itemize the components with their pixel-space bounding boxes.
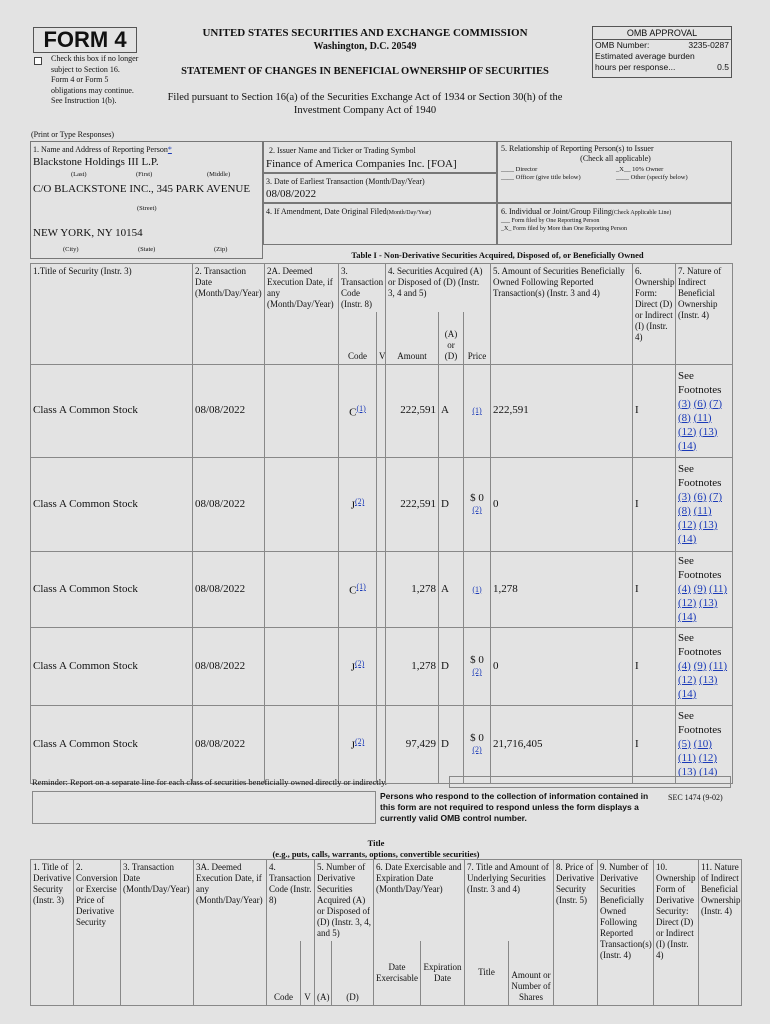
- print-note: (Print or Type Responses): [31, 130, 115, 139]
- footnote-link[interactable]: (8): [678, 505, 691, 517]
- code-footnote-link[interactable]: (1): [356, 403, 366, 413]
- t2-h3: 3. Transaction Date (Month/Day/Year): [121, 860, 194, 1006]
- t1-h3: 3. Transaction Code (Instr. 8): [339, 264, 386, 313]
- t1-price: Price: [464, 312, 491, 364]
- t2-h8: 8. Price of Derivative Security (Instr. 5): [554, 860, 598, 1006]
- other-option[interactable]: [616, 174, 688, 182]
- v-cell: [377, 705, 386, 783]
- t1-v: V: [377, 312, 386, 364]
- deemed-date: [265, 364, 339, 457]
- deemed-date: [265, 705, 339, 783]
- box1-label: 1. Name and Address of Reporting Person: [33, 145, 168, 154]
- table1-body: [31, 364, 733, 783]
- box4-amendment: [263, 203, 497, 245]
- transaction-code-cell: [339, 705, 377, 783]
- amount: 1,278: [386, 551, 439, 627]
- table2-subtitle: (e.g., puts, calls, warrants, options, convertible securities): [272, 849, 480, 859]
- table2: [30, 859, 742, 1006]
- deemed-date: [265, 457, 339, 551]
- box6-filing: [497, 203, 732, 245]
- footnote-link[interactable]: (11): [678, 752, 696, 764]
- filing-option-more[interactable]: _X_ Form filed by More than One Reporting Person: [501, 226, 627, 232]
- t1-h2: 2. Transaction Date (Month/Day/Year): [193, 264, 265, 365]
- v-cell: [377, 364, 386, 457]
- checkbox-note: Check this box if no longer subject to Section 16. Form 4 or Form 5 obligations may continue. See Instruction 1(b).: [51, 54, 139, 105]
- price-cell: [464, 364, 491, 457]
- other-label: Other (specify below): [630, 174, 688, 181]
- footnote-link[interactable]: (6): [693, 397, 707, 410]
- t1-h6: 6. Ownership Form: Direct (D) or Indirect (I) (Instr. 4): [633, 264, 676, 365]
- price-footnote-link[interactable]: (2): [472, 667, 482, 676]
- no-longer-subject-checkbox[interactable]: [34, 57, 42, 65]
- filing-option-one[interactable]: ___ Form filed by One Reporting Person: [501, 218, 600, 224]
- ownership-form: I: [633, 364, 676, 457]
- t2-h9: 9. Number of Derivative Securities Beneficially Owned Following Reported Transaction(s) (Instr. 4): [598, 860, 654, 1006]
- price-cell: [464, 705, 491, 783]
- box2-issuer: [263, 141, 497, 173]
- t1-code: Code: [339, 312, 377, 364]
- earliest-transaction-date: 08/08/2022: [266, 188, 317, 200]
- acquired-disposed: D: [439, 627, 464, 705]
- t1-amount: Amount: [386, 312, 439, 364]
- director-option[interactable]: [501, 166, 537, 174]
- footnote-link[interactable]: (10): [693, 738, 712, 750]
- footnote-link[interactable]: (6): [693, 491, 707, 503]
- box3-label: 3. Date of Earliest Transaction (Month/Day/Year): [266, 177, 425, 186]
- director-mark: ____: [501, 166, 514, 173]
- amount: 97,429: [386, 705, 439, 783]
- last-label: (Last): [71, 171, 87, 178]
- t2-h1: 1. Title of Derivative Security (Instr. 3): [31, 860, 74, 1006]
- omb-title: OMB APPROVAL: [593, 27, 731, 40]
- zip-label: (Zip): [214, 246, 228, 253]
- state-label: (State): [138, 246, 156, 253]
- sec-code: SEC 1474 (9-02): [668, 793, 723, 802]
- omb-number-label: OMB Number:: [595, 40, 650, 50]
- price-footnote-link[interactable]: (1): [472, 584, 482, 594]
- price-footnote-link[interactable]: (2): [472, 505, 482, 514]
- deemed-date: [265, 627, 339, 705]
- statement-title: STATEMENT OF CHANGES IN BENEFICIAL OWNERSHIP OF SECURITIES: [181, 66, 549, 77]
- amount-owned: 222,591: [491, 364, 633, 457]
- amount: 1,278: [386, 627, 439, 705]
- t1-aord: (A) or (D): [439, 312, 464, 364]
- footnote-link[interactable]: (14): [678, 611, 697, 623]
- price-footnote-link[interactable]: (2): [472, 745, 482, 754]
- box6-label-row: [501, 207, 671, 216]
- footnote-link[interactable]: (11): [709, 660, 728, 672]
- code-footnote-link[interactable]: (1): [356, 582, 366, 592]
- footnote-link[interactable]: (9): [693, 660, 707, 672]
- transaction-code-cell: [339, 627, 377, 705]
- acquired-disposed: A: [439, 551, 464, 627]
- nature: See Footnotes: [678, 463, 722, 489]
- footnote-link[interactable]: (13): [699, 674, 718, 686]
- city-label: (City): [63, 246, 79, 253]
- security-title: Class A Common Stock: [31, 364, 193, 457]
- t2-code: Code: [267, 941, 301, 1005]
- security-title: Class A Common Stock: [31, 551, 193, 627]
- table1-header-row: [31, 264, 733, 313]
- footnote-link[interactable]: (14): [678, 533, 697, 545]
- footnote-link[interactable]: (13): [678, 766, 697, 778]
- transaction-date: 08/08/2022: [193, 705, 265, 783]
- nature: See Footnotes: [678, 369, 722, 396]
- omb-hours-row: [593, 62, 731, 73]
- first-label: (First): [136, 171, 153, 178]
- price-cell: [464, 457, 491, 551]
- footnote-link[interactable]: (9): [693, 583, 707, 595]
- city-address: NEW YORK, NY 10154: [33, 227, 143, 239]
- transaction-date: 08/08/2022: [193, 627, 265, 705]
- t2-date-ex: Date Exercisable: [374, 941, 421, 1005]
- director-label: Director: [515, 166, 538, 173]
- footnote-link[interactable]: (13): [699, 519, 718, 531]
- nature-cell: [676, 705, 733, 783]
- box6-label-small: (Check Applicable Line): [611, 210, 672, 216]
- nature-cell: [676, 457, 733, 551]
- box5-sub: (Check all applicable): [580, 154, 651, 163]
- other-mark: ____: [616, 174, 629, 181]
- nature: See Footnotes: [678, 555, 722, 581]
- footnote-link[interactable]: (4): [678, 583, 691, 595]
- acquired-disposed: D: [439, 457, 464, 551]
- amount-owned: 0: [491, 627, 633, 705]
- omb-hours-label: hours per response...: [595, 62, 676, 72]
- agency-title: UNITED STATES SECURITIES AND EXCHANGE COMMISSION: [202, 27, 528, 39]
- filed-pursuant: Filed pursuant to Section 16(a) of the Securities Exchange Act of 1934 or Section 30(h) of the Investment Company Act of 1940: [167, 92, 563, 116]
- middle-label: (Middle): [207, 171, 231, 178]
- acquired-disposed: D: [439, 705, 464, 783]
- price-cell: [464, 551, 491, 627]
- price: $ 0: [470, 654, 484, 666]
- t2-v: V: [301, 941, 315, 1005]
- t1-h4: 4. Securities Acquired (A) or Disposed of (D) (Instr. 3, 4 and 5): [386, 264, 491, 313]
- ten-percent-owner-option[interactable]: [616, 166, 663, 174]
- transaction-code: C: [349, 406, 357, 419]
- table-row: [31, 627, 733, 705]
- officer-option[interactable]: [501, 174, 581, 182]
- t1-h7: 7. Nature of Indirect Beneficial Ownership (Instr. 4): [676, 264, 733, 365]
- footnote-link[interactable]: (11): [693, 411, 712, 424]
- v-cell: [377, 457, 386, 551]
- box4-label-row: [266, 207, 431, 216]
- t2-d: (D): [332, 941, 374, 1005]
- code-footnote-link[interactable]: (2): [354, 497, 365, 507]
- footnote-link[interactable]: (14): [678, 688, 697, 700]
- transaction-code: J: [350, 499, 355, 512]
- t2-a: (A): [315, 941, 332, 1005]
- code-footnote-link[interactable]: (2): [354, 737, 365, 747]
- transaction-date: 08/08/2022: [193, 364, 265, 457]
- price-footnote-link[interactable]: (1): [472, 406, 482, 415]
- amount: 222,591: [386, 457, 439, 551]
- t1-h2a: 2A. Deemed Execution Date, if any (Month/Day/Year): [265, 264, 339, 365]
- price-cell: [464, 627, 491, 705]
- t2-h10: 10. Ownership Form of Derivative Security: Direct (D) or Indirect (I) (Instr. 4): [654, 860, 699, 1006]
- security-title: Class A Common Stock: [31, 457, 193, 551]
- footnote-link[interactable]: (3): [678, 491, 691, 503]
- officer-label: Officer (give title below): [515, 174, 581, 181]
- ownership-form: I: [633, 551, 676, 627]
- t2-h4: 4. Transaction Code (Instr. 8): [267, 860, 315, 942]
- box1-reporting-person: [30, 141, 263, 259]
- t2-amount: Amount or Number of Shares: [509, 941, 554, 1005]
- footnote-link[interactable]: (13): [699, 597, 718, 609]
- omb-hours-value: 0.5: [717, 62, 729, 72]
- footnote-link[interactable]: (14): [699, 766, 718, 778]
- t2-h11: 11. Nature of Indirect Beneficial Ownership (Instr. 4): [699, 860, 742, 1006]
- security-title: Class A Common Stock: [31, 705, 193, 783]
- t2-h2: 2. Conversion or Exercise Price of Derivative Security: [74, 860, 121, 1006]
- box5-relationship: [497, 141, 732, 203]
- footnote-link[interactable]: (14): [678, 439, 697, 452]
- amount-owned: 1,278: [491, 551, 633, 627]
- price: $ 0: [470, 732, 484, 744]
- t2-h6: 6. Date Exercisable and Expiration Date (Month/Day/Year): [374, 860, 465, 942]
- v-cell: [377, 551, 386, 627]
- transaction-code-cell: [339, 551, 377, 627]
- table-row: [31, 551, 733, 627]
- v-cell: [377, 627, 386, 705]
- footnote-link[interactable]: (12): [698, 752, 718, 764]
- acquired-disposed: A: [439, 364, 464, 457]
- owner-label: 10% Owner: [632, 166, 664, 173]
- reminder: Reminder: Report on a separate line for each class of securities beneficially owned directly or indirectly.: [32, 777, 387, 787]
- footnote-link[interactable]: (13): [699, 425, 718, 438]
- footnote-link[interactable]: (12): [678, 519, 697, 531]
- price: $ 0: [470, 492, 484, 504]
- t1-h1: 1.Title of Security (Instr. 3): [31, 264, 193, 365]
- box3-earliest-date: [263, 173, 497, 203]
- footnote-link[interactable]: (7): [709, 491, 722, 503]
- persons-notice: Persons who respond to the collection of information contained in this form are not required to respond unless the form displays a currently valid OMB control number.: [380, 791, 649, 823]
- box4-label: 4. If Amendment, Date Original Filed: [266, 207, 387, 216]
- amount-owned: 21,716,405: [491, 705, 633, 783]
- omb-approval-box: [592, 26, 732, 78]
- t2-title: Title: [465, 941, 509, 1005]
- box6-label: 6. Individual or Joint/Group Filing: [501, 207, 612, 216]
- t2-h3a: 3A. Deemed Execution Date, if any (Month/Day/Year): [194, 860, 267, 1006]
- footnote-link[interactable]: (12): [678, 425, 697, 438]
- transaction-code: J: [350, 661, 355, 674]
- transaction-code: J: [350, 739, 355, 752]
- footnote-link[interactable]: (7): [709, 397, 722, 410]
- footnote-link[interactable]: (3): [678, 397, 691, 410]
- t2-h5: 5. Number of Derivative Securities Acquired (A) or Disposed of (D) (Instr. 3, 4, and 5): [315, 860, 374, 942]
- transaction-code: C: [349, 584, 357, 597]
- nature: See Footnotes: [678, 632, 722, 658]
- agency-city: Washington, D.C. 20549: [313, 41, 417, 52]
- transaction-code-cell: [339, 364, 377, 457]
- omb-number-row: [593, 40, 731, 51]
- ownership-form: I: [633, 457, 676, 551]
- t2-exp: Expiration Date: [421, 941, 465, 1005]
- form-title-box: [33, 27, 137, 53]
- street-label: (Street): [137, 205, 157, 212]
- box1-footnote-link[interactable]: *: [167, 145, 172, 154]
- box5-label: 5. Relationship of Reporting Person(s) to Issuer: [501, 144, 654, 153]
- security-title: Class A Common Stock: [31, 627, 193, 705]
- notice-box: [32, 791, 376, 824]
- reminder-bar: [449, 776, 731, 788]
- t2-h7: 7. Title and Amount of Underlying Securities (Instr. 3 and 4): [465, 860, 554, 942]
- footnote-link[interactable]: (12): [678, 597, 697, 609]
- footnote-link[interactable]: (12): [678, 674, 697, 686]
- issuer-name: Finance of America Companies Inc. [FOA]: [266, 158, 457, 170]
- footnote-link[interactable]: (8): [678, 411, 691, 424]
- box2-label: 2. Issuer Name and Ticker or Trading Symbol: [269, 146, 416, 155]
- footnote-link[interactable]: (11): [709, 583, 728, 595]
- table1-title: Table I - Non-Derivative Securities Acquired, Disposed of, or Beneficially Owned: [351, 250, 644, 260]
- table-row: [31, 705, 733, 783]
- footnote-link[interactable]: (5): [678, 738, 691, 750]
- nature-cell: [676, 364, 733, 457]
- table-row: [31, 364, 733, 457]
- nature-cell: [676, 627, 733, 705]
- table1: [30, 263, 733, 784]
- table2-title: Title: [367, 838, 385, 848]
- table-row: [31, 457, 733, 551]
- amount: 222,591: [386, 364, 439, 457]
- transaction-date: 08/08/2022: [193, 551, 265, 627]
- box4-label-small: (Month/Day/Year): [386, 210, 432, 216]
- transaction-code-cell: [339, 457, 377, 551]
- nature: See Footnotes: [678, 710, 722, 736]
- omb-number-value: 3235-0287: [688, 40, 729, 50]
- deemed-date: [265, 551, 339, 627]
- ownership-form: I: [633, 627, 676, 705]
- box1-label-row: [33, 145, 172, 154]
- form-title: FORM 4: [43, 27, 127, 52]
- street-address: C/O BLACKSTONE INC., 345 PARK AVENUE: [33, 183, 251, 195]
- code-footnote-link[interactable]: (2): [354, 659, 365, 669]
- t1-h5: 5. Amount of Securities Beneficially Owned Following Reported Transaction(s) (Instr. 3 and 4): [491, 264, 633, 365]
- omb-burden: Estimated average burden: [595, 51, 695, 61]
- transaction-date: 08/08/2022: [193, 457, 265, 551]
- footnote-link[interactable]: (4): [678, 660, 691, 672]
- ownership-form: I: [633, 705, 676, 783]
- reporting-person-name: Blackstone Holdings III L.P.: [33, 156, 159, 168]
- amount-owned: 0: [491, 457, 633, 551]
- footnote-link[interactable]: (11): [693, 505, 712, 517]
- table2-header-row: [31, 860, 742, 942]
- officer-mark: ____: [501, 174, 514, 181]
- owner-mark: _X__: [616, 166, 631, 173]
- nature-cell: [676, 551, 733, 627]
